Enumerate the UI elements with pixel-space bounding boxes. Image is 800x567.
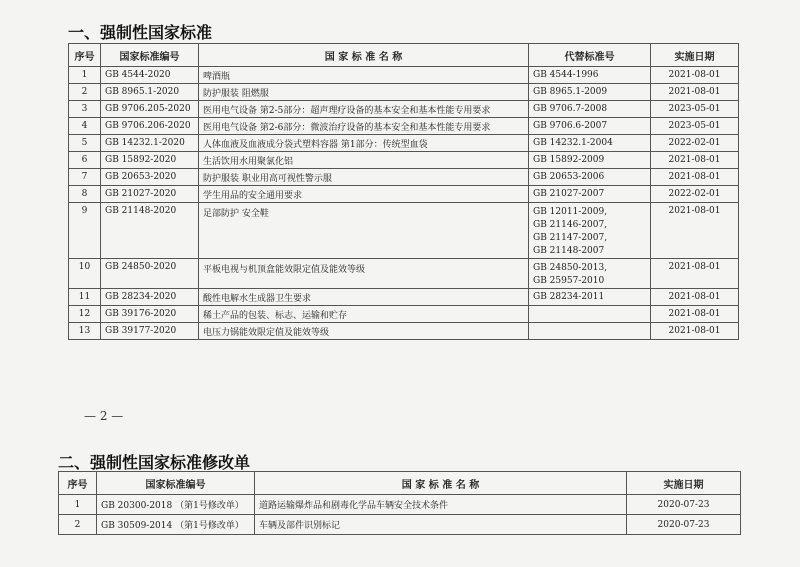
header-code: 国家标准编号	[97, 472, 255, 495]
replaced-standard: GB 4544-1996	[529, 67, 651, 84]
effective-date: 2022-02-01	[651, 186, 739, 203]
standard-code: GB 21148-2020	[101, 203, 199, 259]
header-name: 国 家 标 准 名 称	[199, 44, 529, 67]
standard-name: 防护服装 职业用高可视性警示服	[199, 169, 529, 186]
standard-name: 生活饮用水用聚氯化铝	[199, 152, 529, 169]
effective-date: 2021-08-01	[651, 323, 739, 340]
table-row	[69, 118, 739, 135]
replaced-standard: GB 8965.1-2009	[529, 84, 651, 101]
section1-title: 一、强制性国家标准	[68, 23, 213, 42]
standard-code: GB 8965.1-2020	[101, 84, 199, 101]
effective-date: 2021-08-01	[651, 203, 739, 259]
standard-name: 人体血液及血液成分袋式塑料容器 第1部分：传统型血袋	[199, 135, 529, 152]
mandatory-standards-table	[68, 43, 739, 340]
header-no: 序号	[69, 44, 101, 67]
row-number: 7	[69, 169, 101, 186]
row-number: 6	[69, 152, 101, 169]
replaced-standard: GB 9706.6-2007	[529, 118, 651, 135]
standard-name: 足部防护 安全鞋	[199, 203, 529, 259]
standard-name: 啤酒瓶	[199, 67, 529, 84]
standard-code: GB 39177-2020	[101, 323, 199, 340]
header-date: 实施日期	[651, 44, 739, 67]
replaced-standard: GB 28234-2011	[529, 289, 651, 306]
row-number: 8	[69, 186, 101, 203]
row-number: 2	[69, 84, 101, 101]
effective-date: 2022-02-01	[651, 135, 739, 152]
standard-name: 医用电气设备 第2-6部分：微波治疗设备的基本安全和基本性能专用要求	[199, 118, 529, 135]
table-row	[69, 259, 739, 289]
standard-name: 道路运输爆炸品和剧毒化学品车辆安全技术条件	[255, 495, 627, 515]
replaced-standard: GB 9706.7-2008	[529, 101, 651, 118]
effective-date: 2021-08-01	[651, 169, 739, 186]
standard-name: 电压力锅能效限定值及能效等级	[199, 323, 529, 340]
replaced-standard: GB 20653-2006	[529, 169, 651, 186]
standard-name: 车辆及部件识别标记	[255, 515, 627, 535]
standard-name: 防护服装 阻燃服	[199, 84, 529, 101]
standard-code: GB 15892-2020	[101, 152, 199, 169]
standard-name: 医用电气设备 第2-5部分：超声理疗设备的基本安全和基本性能专用要求	[199, 101, 529, 118]
table-row	[69, 323, 739, 340]
effective-date: 2020-07-23	[627, 515, 741, 535]
table-row	[69, 306, 739, 323]
effective-date: 2021-08-01	[651, 152, 739, 169]
standard-code: GB 30509-2014 （第1号修改单）	[97, 515, 255, 535]
table-row	[69, 152, 739, 169]
replaced-standard: GB 24850-2013, GB 25957-2010	[529, 259, 651, 289]
row-number: 2	[59, 515, 97, 535]
replaced-standard	[529, 306, 651, 323]
replaced-standard: GB 14232.1-2004	[529, 135, 651, 152]
table-row	[59, 495, 741, 515]
row-number: 5	[69, 135, 101, 152]
table-row	[69, 135, 739, 152]
section2-title: 二、强制性国家标准修改单	[58, 453, 251, 472]
header-replace: 代替标准号	[529, 44, 651, 67]
standard-code: GB 28234-2020	[101, 289, 199, 306]
standard-name: 学生用品的安全通用要求	[199, 186, 529, 203]
standard-name: 稀土产品的包装、标志、运输和贮存	[199, 306, 529, 323]
table-row	[69, 289, 739, 306]
table-row	[69, 169, 739, 186]
row-number: 10	[69, 259, 101, 289]
standard-code: GB 14232.1-2020	[101, 135, 199, 152]
effective-date: 2021-08-01	[651, 84, 739, 101]
standard-code: GB 39176-2020	[101, 306, 199, 323]
header-name: 国 家 标 准 名 称	[255, 472, 627, 495]
row-number: 1	[59, 495, 97, 515]
table-row	[69, 101, 739, 118]
row-number: 3	[69, 101, 101, 118]
standard-code: GB 9706.206-2020	[101, 118, 199, 135]
header-date: 实施日期	[627, 472, 741, 495]
row-number: 1	[69, 67, 101, 84]
replaced-standard: GB 21027-2007	[529, 186, 651, 203]
standard-name: 酸性电解水生成器卫生要求	[199, 289, 529, 306]
row-number: 9	[69, 203, 101, 259]
header-no: 序号	[59, 472, 97, 495]
effective-date: 2021-08-01	[651, 259, 739, 289]
standard-code: GB 21027-2020	[101, 186, 199, 203]
effective-date: 2021-08-01	[651, 306, 739, 323]
replaced-standard: GB 15892-2009	[529, 152, 651, 169]
table-row	[69, 67, 739, 84]
table-header-row	[69, 44, 739, 67]
amendment-table	[58, 471, 741, 535]
standard-code: GB 20300-2018 （第1号修改单）	[97, 495, 255, 515]
table-header-row	[59, 472, 741, 495]
header-code: 国家标准编号	[101, 44, 199, 67]
standard-code: GB 4544-2020	[101, 67, 199, 84]
standard-code: GB 9706.205-2020	[101, 101, 199, 118]
row-number: 12	[69, 306, 101, 323]
row-number: 13	[69, 323, 101, 340]
row-number: 11	[69, 289, 101, 306]
effective-date: 2023-05-01	[651, 101, 739, 118]
row-number: 4	[69, 118, 101, 135]
standard-code: GB 24850-2020	[101, 259, 199, 289]
table-row	[59, 515, 741, 535]
standard-name: 平板电视与机顶盒能效限定值及能效等级	[199, 259, 529, 289]
table-row	[69, 186, 739, 203]
page-number: — 2 —	[84, 409, 124, 423]
standard-code: GB 20653-2020	[101, 169, 199, 186]
table-row	[69, 203, 739, 259]
table-row	[69, 84, 739, 101]
replaced-standard	[529, 323, 651, 340]
effective-date: 2021-08-01	[651, 67, 739, 84]
effective-date: 2021-08-01	[651, 289, 739, 306]
effective-date: 2023-05-01	[651, 118, 739, 135]
effective-date: 2020-07-23	[627, 495, 741, 515]
replaced-standard: GB 12011-2009, GB 21146-2007, GB 21147-2007, GB 21148-2007	[529, 203, 651, 259]
